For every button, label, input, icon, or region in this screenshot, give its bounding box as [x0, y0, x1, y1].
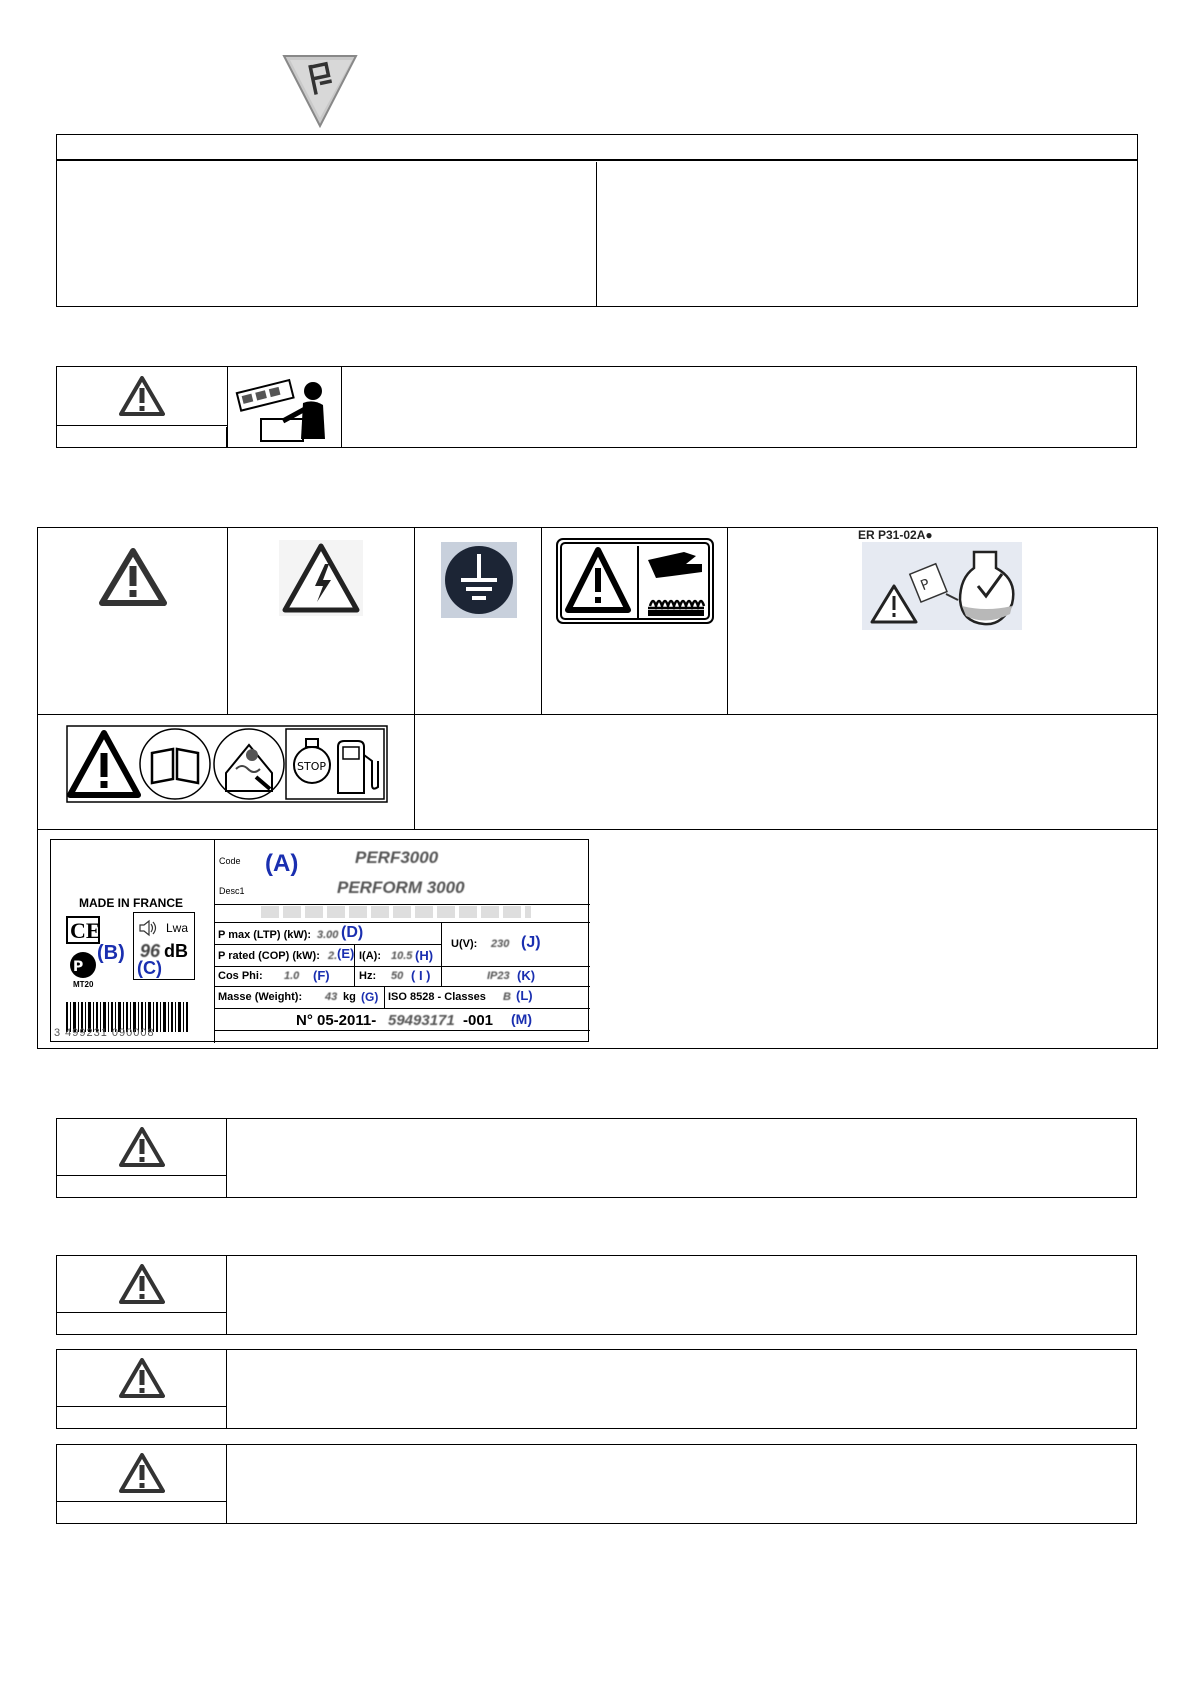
label-cell-nameplate [38, 830, 1157, 1048]
lwa-label: Lwa [166, 921, 189, 935]
warning-icon-cell [57, 1119, 227, 1176]
masse-label: Masse (Weight): [218, 991, 303, 1003]
made-in-france: MADE IN FRANCE [79, 896, 183, 910]
marker-d: (D) [341, 924, 364, 941]
db-value: 96 [140, 941, 161, 961]
desc-value: PERFORM 3000 [337, 878, 465, 897]
barcode-number: 3 499231 090008 [54, 1027, 155, 1039]
unpacking-text-cell [343, 367, 1137, 447]
pmax-label: P max (LTP) (kW): [218, 929, 312, 941]
serial-mid: 59493171 [388, 1012, 455, 1029]
label-cell-electric [228, 528, 415, 715]
rating-nameplate [50, 839, 589, 1042]
brand-logo [282, 54, 358, 130]
warning-box-3 [56, 1255, 1137, 1335]
db-unit: dB [164, 941, 188, 961]
label-cell-hot-surface [542, 528, 728, 715]
marker-l: (L) [516, 988, 533, 1003]
header-left-cell [57, 162, 597, 307]
label-cell-warning [38, 528, 228, 715]
marker-e: (E) [337, 946, 355, 961]
warning-icon-cell-lower [57, 1176, 227, 1198]
cosphi-label: Cos Phi: [218, 970, 263, 982]
label-cell-combined [38, 715, 415, 830]
serial-prefix: N° 05-2011- [296, 1012, 377, 1029]
warning-triangle-icon [119, 1264, 165, 1304]
warning-triangle-icon [119, 1453, 165, 1493]
electric-shock-icon [279, 540, 363, 616]
ia-value: 10.5 [391, 950, 413, 962]
marker-k: (K) [517, 968, 536, 983]
code-value: PERF3000 [355, 848, 439, 867]
warning-box-unpacking [56, 366, 1137, 448]
marker-i: ( I ) [411, 968, 431, 983]
er-sticker-code: ER P31-02A● [858, 528, 933, 542]
warning-icon-cell [57, 1445, 227, 1502]
blurred-description [261, 906, 531, 918]
marker-g: (G) [361, 990, 379, 1004]
warning-icon-cell-lower [57, 1407, 227, 1429]
header-right-cell [598, 162, 1138, 307]
masse-unit: kg [343, 991, 356, 1003]
masse-value: 43 [325, 991, 338, 1003]
serial-suffix: -001 [463, 1012, 494, 1029]
warning-icon-cell-lower [57, 1502, 227, 1524]
marker-a: (A) [265, 850, 299, 877]
marker-h: (H) [415, 948, 434, 963]
header-title-row [57, 135, 1137, 161]
uv-label: U(V): [451, 938, 478, 950]
label-cell-earth [415, 528, 542, 715]
warning-icon-cell-lower [57, 1313, 227, 1335]
ia-label: I(A): [359, 950, 381, 962]
labels-table [37, 527, 1158, 1049]
marker-j: (J) [521, 934, 541, 951]
hz-label: Hz: [359, 970, 377, 982]
marker-m: (M) [511, 1011, 532, 1027]
earth-ground-icon [441, 542, 517, 618]
marker-c: (C) [137, 958, 162, 978]
oil-check-icon [862, 542, 1022, 630]
marker-b: (B) [97, 942, 125, 964]
hot-surface-icon [556, 538, 714, 624]
warning-icon-cell [57, 1256, 227, 1313]
warning-box-4 [56, 1349, 1137, 1429]
warning-icon-cell [57, 367, 227, 426]
unpacking-pictogram-cell [227, 367, 342, 447]
ce-mark-text: CE [70, 918, 101, 943]
svg-text:P: P [918, 576, 933, 595]
mt20-label: MT20 [73, 980, 94, 989]
header-table [56, 134, 1138, 307]
combined-safety-sticker [66, 725, 388, 803]
warning-triangle-icon [119, 1127, 165, 1167]
prated-value: 2. [328, 950, 338, 962]
svg-text:P: P [73, 959, 84, 975]
warning-icon-cell [57, 1350, 227, 1407]
warning-icon-cell-lower [57, 427, 227, 448]
pct-cert-icon [67, 950, 101, 980]
warning-triangle-icon [99, 548, 167, 606]
warning-triangle-icon [119, 376, 165, 416]
label-cell-er-sticker [728, 528, 1157, 715]
hz-value: 50 [391, 970, 404, 982]
prated-label: P rated (COP) (kW): [218, 950, 320, 962]
warning-box-2 [56, 1118, 1137, 1198]
person-unpacking-icon [233, 369, 338, 445]
ce-mark-icon [66, 916, 100, 944]
ip-value: IP23 [487, 970, 510, 982]
sound-level-icon [138, 919, 158, 937]
marker-f: (F) [313, 968, 330, 983]
stop-text: STOP [297, 760, 326, 773]
code-label: Code [219, 856, 241, 866]
cosphi-value: 1.0 [284, 970, 300, 982]
iso-label: ISO 8528 - Classes [388, 991, 486, 1003]
warning-box-5 [56, 1444, 1137, 1524]
desc-label: Desc1 [219, 886, 245, 896]
pmax-value: 3.00 [317, 929, 339, 941]
warning-triangle-icon [119, 1358, 165, 1398]
iso-value: B [503, 991, 511, 1003]
uv-value: 230 [491, 938, 510, 950]
label-cell-combined-text [415, 715, 1157, 830]
